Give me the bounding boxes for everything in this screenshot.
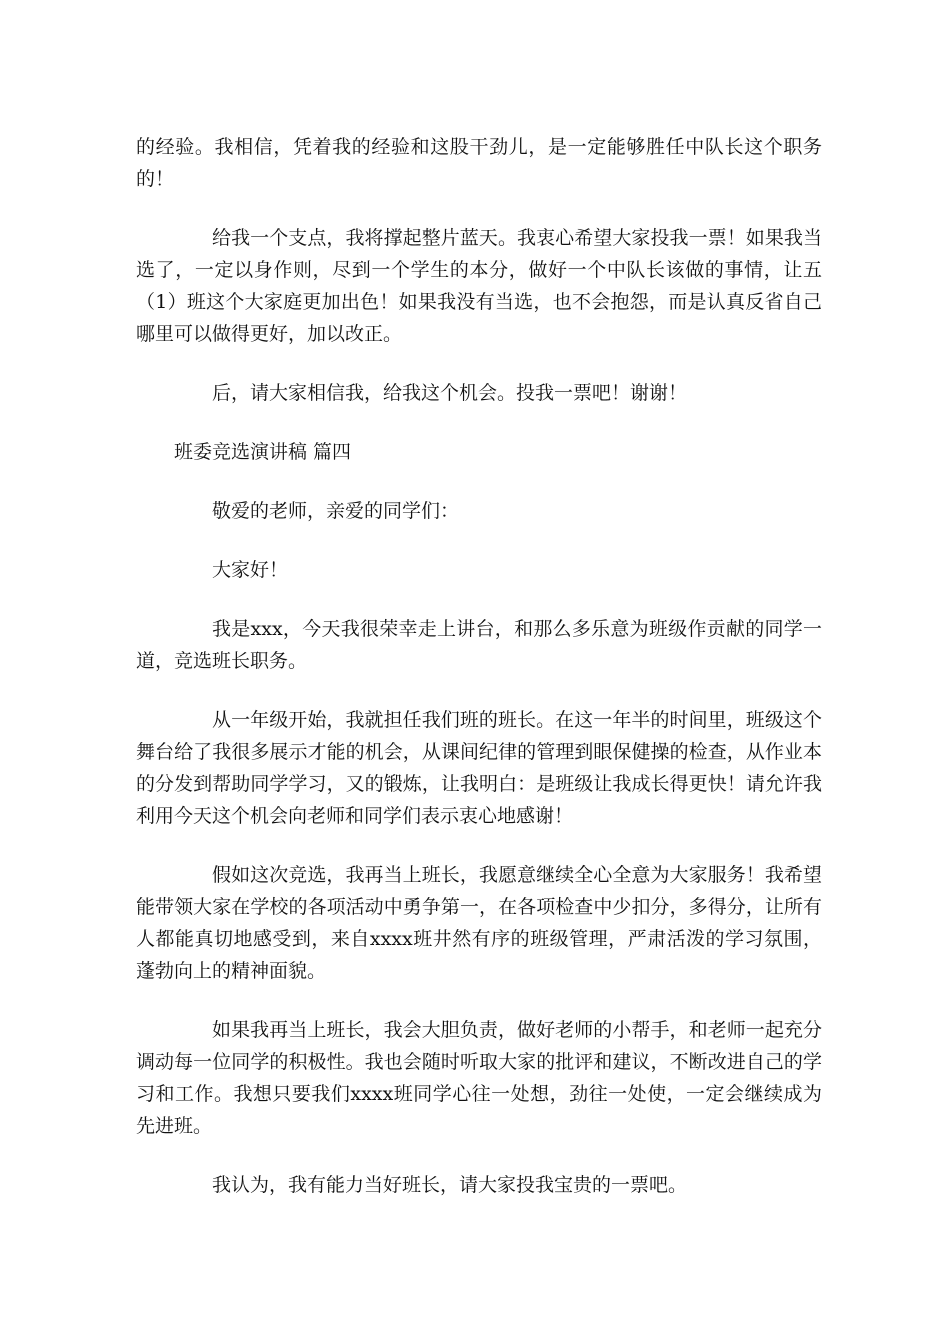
document-body bbox=[136, 131, 822, 1228]
paragraph: 我是xxx，今天我很荣幸走上讲台，和那么多乐意为班级作贡献的同学一道，竞选班长职务。 bbox=[136, 618, 822, 672]
paragraph: 如果我再当上班长，我会大胆负责，做好老师的小帮手，和老师一起充分调动每一位同学的积极性。我也会随时听取大家的批评和建议，不断改进自己的学习和工作。我想只要我们xxxx班同学心往一处想，劲往一处使，一定会继续成为先进班。 bbox=[136, 1019, 822, 1137]
section-heading: 班委竞选演讲稿 篇四 bbox=[174, 441, 352, 463]
paragraph: 我认为，我有能力当好班长，请大家投我宝贵的一票吧。 bbox=[212, 1174, 688, 1196]
paragraph: 给我一个支点，我将撑起整片蓝天。我衷心希望大家投我一票！如果我当选了，一定以身作则，尽到一个学生的本分，做好一个中队长该做的事情，让五（1）班这个大家庭更加出色！如果我没有当选，也不会抱怨，而是认真反省自己哪里可以做得更好，加以改正。 bbox=[136, 227, 822, 345]
paragraph: 假如这次竞选，我再当上班长，我愿意继续全心全意为大家服务！我希望能带领大家在学校的各项活动中勇争第一，在各项检查中少扣分，多得分，让所有人都能真切地感受到，来自xxxx班井然有序的班级管理，严肃活泼的学习氛围，蓬勃向上的精神面貌。 bbox=[136, 864, 822, 982]
salutation: 敬爱的老师，亲爱的同学们： bbox=[212, 500, 460, 522]
paragraph-continuation: 的经验。我相信，凭着我的经验和这股干劲儿，是一定能够胜任中队长这个职务的！ bbox=[136, 136, 822, 190]
greeting: 大家好！ bbox=[212, 559, 289, 581]
paragraph: 从一年级开始，我就担任我们班的班长。在这一年半的时间里，班级这个舞台给了我很多展示才能的机会，从课间纪律的管理到眼保健操的检查，从作业本的分发到帮助同学学习，又的锻炼，让我明白：是班级让我成长得更快！请允许我利用今天这个机会向老师和同学们表示衷心地感谢！ bbox=[136, 709, 822, 827]
paragraph: 后，请大家相信我，给我这个机会。投我一票吧！谢谢！ bbox=[212, 382, 688, 404]
